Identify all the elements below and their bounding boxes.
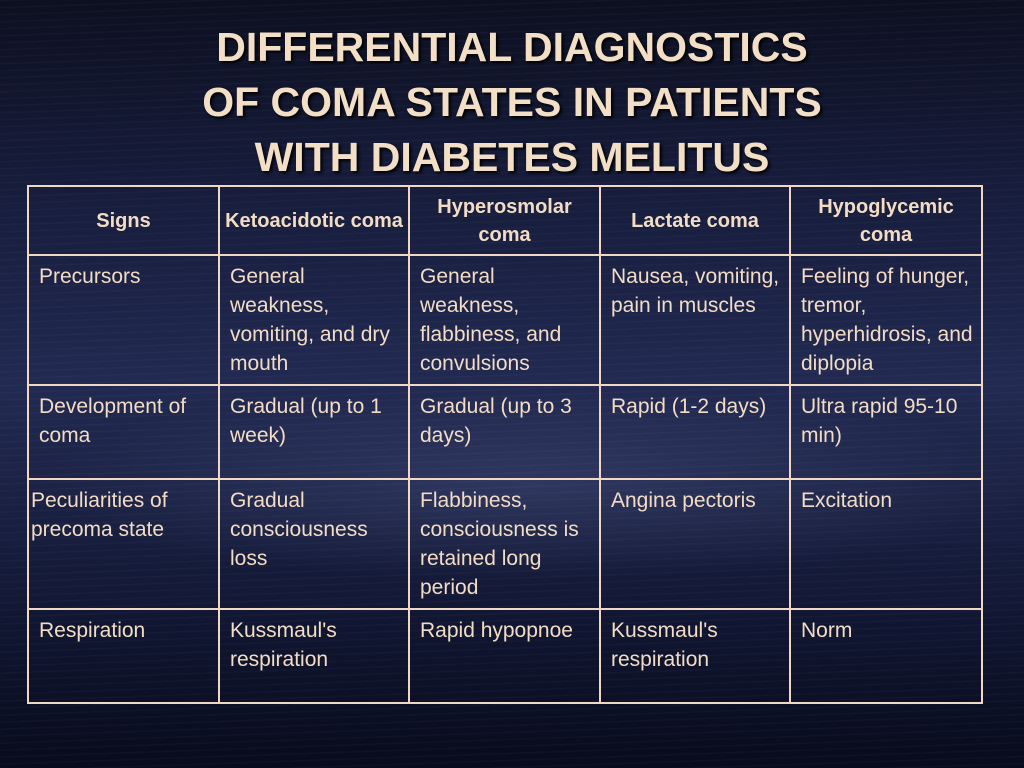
table-cell: Rapid hypopnoe: [409, 609, 600, 703]
table-cell: Nausea, vomiting, pain in muscles: [600, 255, 790, 385]
title-line-3: WITH DIABETES MELITUS: [254, 134, 770, 180]
table-cell: General weakness, flabbiness, and convulsions: [409, 255, 600, 385]
sign-precursors: Precursors: [28, 255, 219, 385]
sign-peculiarities: Peculiarities of precoma state: [28, 479, 219, 609]
header-hyperosmolar: Hyperosmolar coma: [409, 186, 600, 255]
table-cell: Gradual (up to 1 week): [219, 385, 409, 479]
slide-title: [0, 20, 1024, 185]
header-ketoacidotic: Ketoacidotic coma: [219, 186, 409, 255]
table-cell: Kussmaul's respiration: [600, 609, 790, 703]
table-row: [28, 609, 982, 703]
table-cell: Angina pectoris: [600, 479, 790, 609]
table-cell: Excitation: [790, 479, 982, 609]
header-signs: Signs: [28, 186, 219, 255]
header-lactate: Lactate coma: [600, 186, 790, 255]
sign-development: Development of coma: [28, 385, 219, 479]
table-row: [28, 479, 982, 609]
table-cell: General weakness, vomiting, and dry mouth: [219, 255, 409, 385]
table-cell: Feeling of hunger, tremor, hyperhidrosis, and diplopia: [790, 255, 982, 385]
sign-respiration: Respiration: [28, 609, 219, 703]
table-header-row: [28, 186, 982, 255]
title-line-1: DIFFERENTIAL DIAGNOSTICS: [216, 24, 808, 70]
table-cell: Gradual (up to 3 days): [409, 385, 600, 479]
table-cell: Norm: [790, 609, 982, 703]
table-cell: Kussmaul's respiration: [219, 609, 409, 703]
header-hypoglycemic: Hypoglycemic coma: [790, 186, 982, 255]
table-cell: Ultra rapid 95-10 min): [790, 385, 982, 479]
table-cell: Rapid (1-2 days): [600, 385, 790, 479]
comparison-table-container: [27, 185, 981, 695]
table-row: [28, 255, 982, 385]
title-line-2: OF COMA STATES IN PATIENTS: [202, 79, 822, 125]
table-cell: Gradual consciousness loss: [219, 479, 409, 609]
table-row: [28, 385, 982, 479]
table-cell: Flabbiness, consciousness is retained long period: [409, 479, 600, 609]
comparison-table: [27, 185, 983, 704]
